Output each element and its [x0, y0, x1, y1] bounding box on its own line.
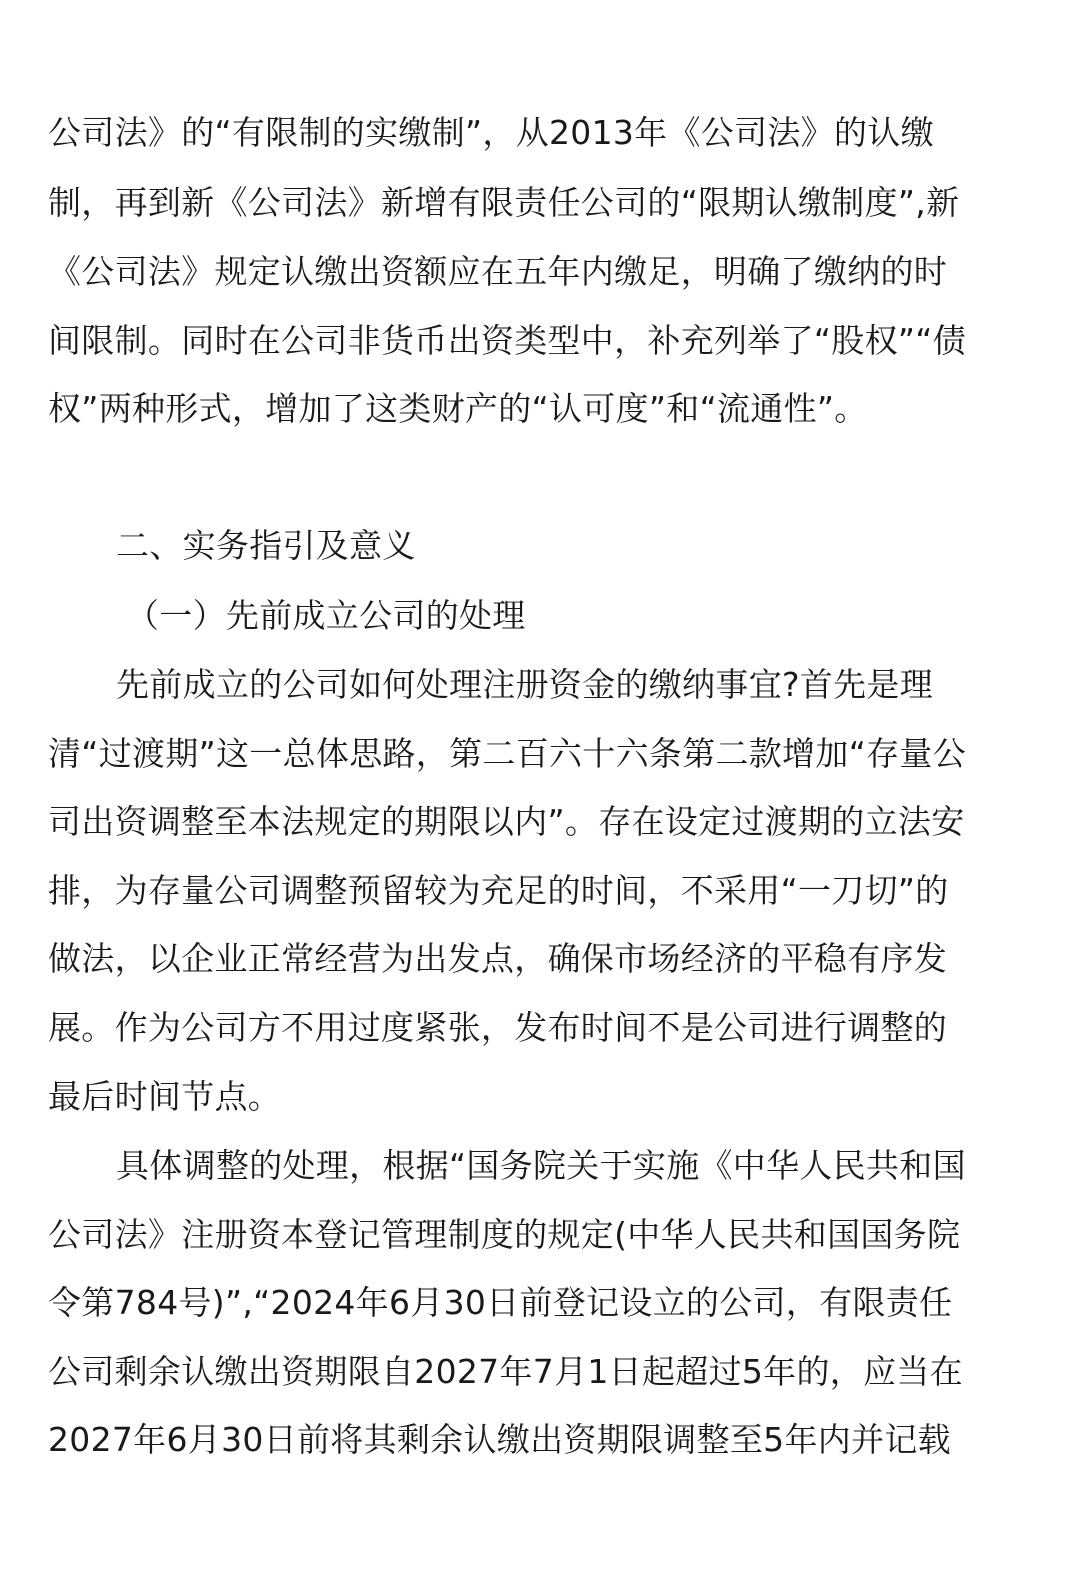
section-heading: 二、实务指引及意义 [116, 526, 416, 565]
paragraph-2-line-7: 最后时间节点。 [48, 1077, 282, 1116]
paragraph-3-line-3: 令第784号)”,“2024年6月30日前登记设立的公司，有限责任 [48, 1283, 953, 1322]
subsection-heading: （一）先前成立公司的处理 [126, 596, 526, 635]
paragraph-1-line-2: 制，再到新《公司法》新增有限责任公司的“限期认缴制度”,新 [48, 183, 960, 222]
paragraph-1-line-1: 公司法》的“有限制的实缴制”，从2013年《公司法》的认缴 [48, 113, 934, 152]
paragraph-3-line-1: 具体调整的处理，根据“国务院关于实施《中华人民共和国 [116, 1146, 966, 1185]
paragraph-3-line-2: 公司法》注册资本登记管理制度的规定(中华人民共和国国务院 [48, 1215, 961, 1254]
paragraph-2-line-2: 清“过渡期”这一总体思路，第二百六十六条第二款增加“存量公 [48, 734, 966, 773]
paragraph-2-line-3: 司出资调整至本法规定的期限以内”。存在设定过渡期的立法安 [48, 802, 965, 841]
paragraph-1-line-5: 权”两种形式，增加了这类财产的“认可度”和“流通性”。 [48, 389, 868, 428]
paragraph-3-line-5: 2027年6月30日前将其剩余认缴出资期限调整至5年内并记载 [48, 1420, 951, 1459]
paragraph-2-line-1: 先前成立的公司如何处理注册资金的缴纳事宜?首先是理 [116, 665, 934, 704]
paragraph-3-line-4: 公司剩余认缴出资期限自2027年7月1日起超过5年的，应当在 [48, 1352, 963, 1391]
paragraph-2-line-4: 排，为存量公司调整预留较为充足的时间，不采用“一刀切”的 [48, 871, 949, 910]
paragraph-1-line-4: 间限制。同时在公司非货币出资类型中，补充列举了“股权”“债 [48, 321, 966, 360]
paragraph-1-line-3: 《公司法》规定认缴出资额应在五年内缴足，明确了缴纳的时 [48, 252, 948, 291]
paragraph-2-line-5: 做法，以企业正常经营为出发点，确保市场经济的平稳有序发 [48, 939, 948, 978]
paragraph-2-line-6: 展。作为公司方不用过度紧张，发布时间不是公司进行调整的 [48, 1008, 948, 1047]
